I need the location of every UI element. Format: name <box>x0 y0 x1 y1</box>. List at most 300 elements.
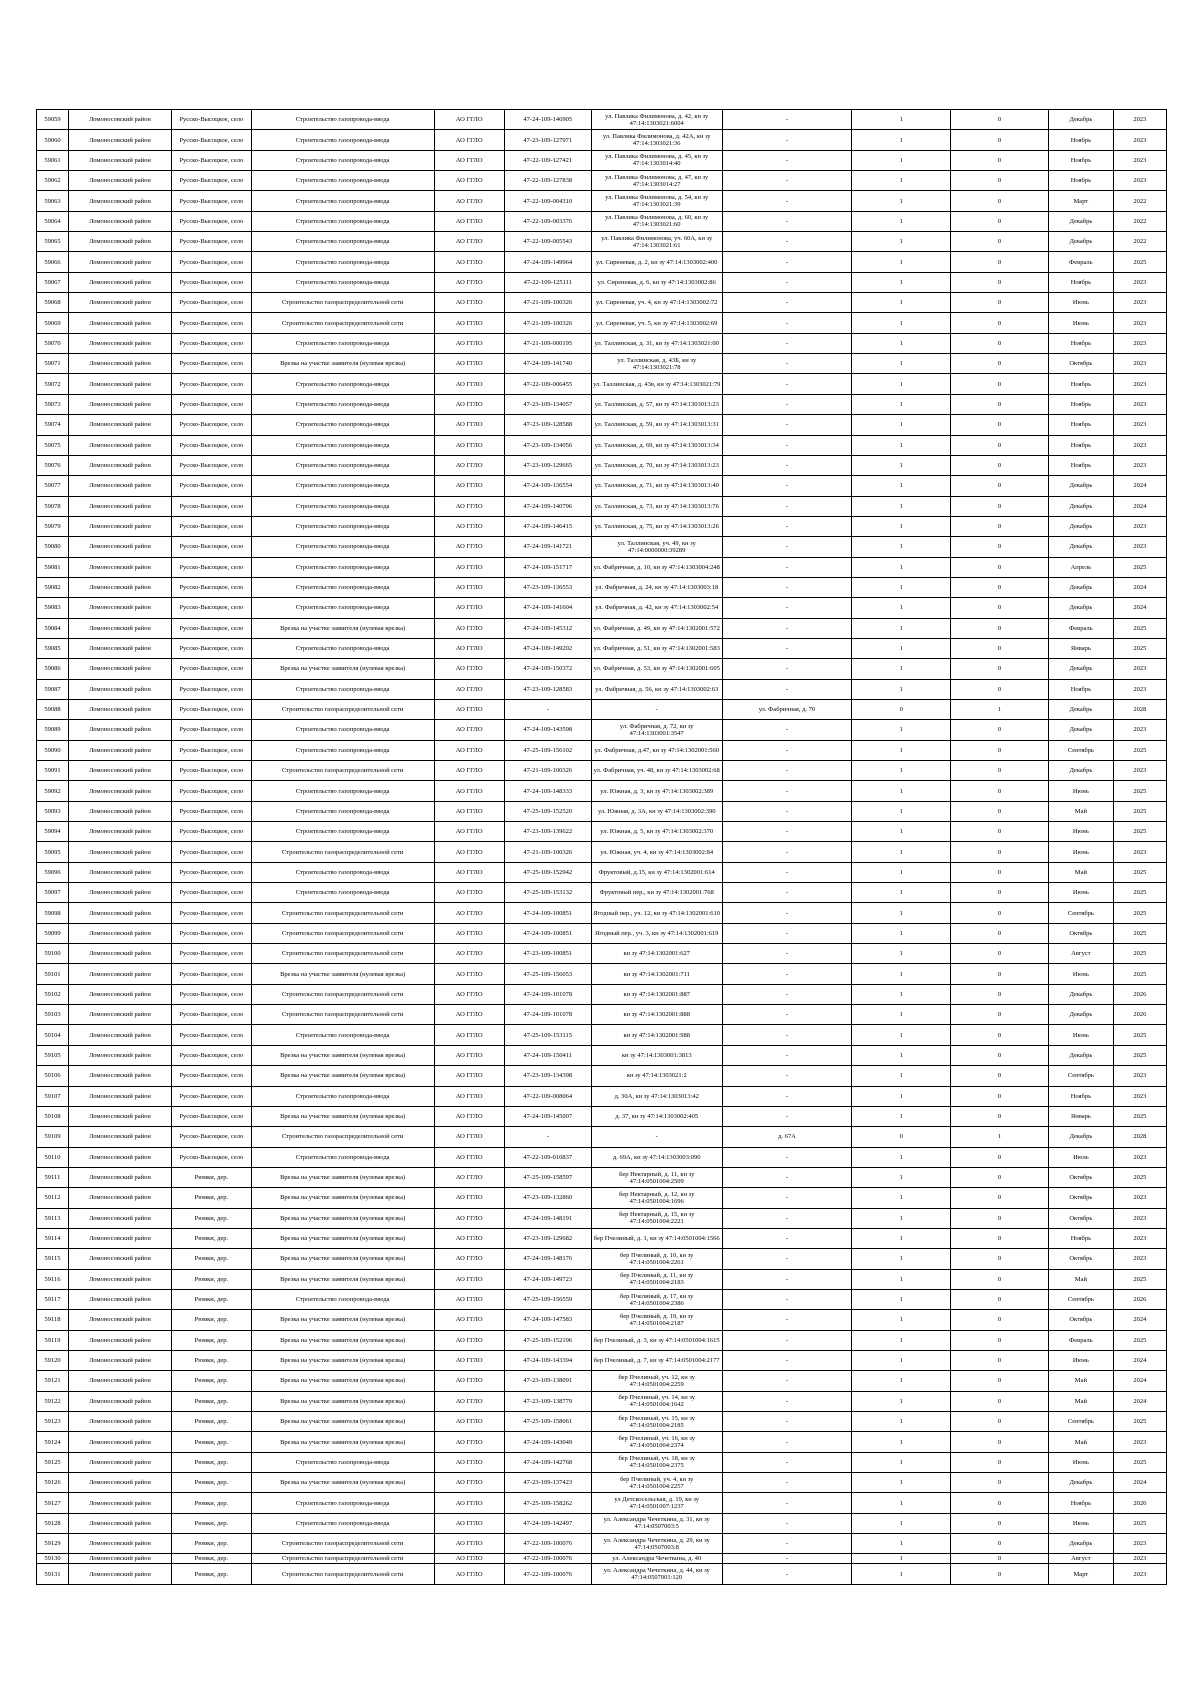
cell-count-b: 0 <box>951 1208 1049 1228</box>
cell-organization: АО ГГЛО <box>434 1473 504 1493</box>
cell-address: - <box>722 1106 852 1126</box>
cell-count-a: 1 <box>852 1452 951 1472</box>
cell-month: Декабрь <box>1048 984 1113 1004</box>
cell-organization: АО ГГЛО <box>434 1249 504 1269</box>
cell-district: Ломоносовский район <box>68 1269 171 1289</box>
cell-work-type: Строительство газораспределительной сети <box>251 1564 434 1584</box>
cell-application-number: 47-21-109-100326 <box>504 313 591 333</box>
cell-year: 2025 <box>1113 883 1166 903</box>
cell-month: Декабрь <box>1048 598 1113 618</box>
cell-application-number: 47-24-109-143598 <box>504 720 591 740</box>
cell-count-b: 0 <box>951 293 1049 313</box>
table-row <box>37 1167 1167 1187</box>
cell-count-b: 0 <box>951 1106 1049 1126</box>
cell-district: Ломоносовский район <box>68 1391 171 1411</box>
cell-address: - <box>722 638 852 658</box>
cell-address-cadastral: ул. Таллинская, д. 57, кн зу 47:14:1303013:23 <box>591 394 722 414</box>
cell-address-cadastral: ул. Фабричная, д. 10, кн зу 47:14:1303004:248 <box>591 557 722 577</box>
cell-organization: АО ГГЛО <box>434 1432 504 1452</box>
cell-settlement: Русско-Высоцкое, село <box>172 984 252 1004</box>
cell-organization: АО ГГЛО <box>434 1086 504 1106</box>
cell-district: Ломоносовский район <box>68 476 171 496</box>
cell-application-number: 47-23-109-100851 <box>504 944 591 964</box>
cell-address: - <box>722 130 852 150</box>
cell-settlement: Русско-Высоцкое, село <box>172 1005 252 1025</box>
cell-month: Январь <box>1048 1106 1113 1126</box>
cell-row-number: 59117 <box>37 1289 69 1309</box>
cell-district: Ломоносовский район <box>68 761 171 781</box>
cell-organization: АО ГГЛО <box>434 1106 504 1126</box>
cell-month: Декабрь <box>1048 699 1113 719</box>
cell-settlement: Русско-Высоцкое, село <box>172 923 252 943</box>
table-row <box>37 1127 1167 1147</box>
cell-row-number: 59100 <box>37 944 69 964</box>
cell-year: 2025 <box>1113 801 1166 821</box>
cell-month: Декабрь <box>1048 761 1113 781</box>
cell-count-b: 0 <box>951 1167 1049 1187</box>
cell-application-number: 47-23-109-127971 <box>504 130 591 150</box>
cell-district: Ломоносовский район <box>68 171 171 191</box>
cell-work-type: Врезка на участке заявителя (нулевая врезка) <box>251 354 434 374</box>
cell-application-number: 47-22-109-004310 <box>504 191 591 211</box>
cell-organization: АО ГГЛО <box>434 699 504 719</box>
cell-year: 2025 <box>1113 252 1166 272</box>
cell-application-number: 47-22-109-125111 <box>504 272 591 292</box>
cell-application-number: 47-23-109-128588 <box>504 415 591 435</box>
cell-work-type: Строительство газораспределительной сети <box>251 1127 434 1147</box>
table-row <box>37 577 1167 597</box>
table-row <box>37 903 1167 923</box>
cell-row-number: 59090 <box>37 740 69 760</box>
cell-count-b: 0 <box>951 1045 1049 1065</box>
cell-organization: АО ГГЛО <box>434 1412 504 1432</box>
cell-count-b: 0 <box>951 394 1049 414</box>
cell-year: 2022 <box>1113 232 1166 252</box>
cell-count-a: 1 <box>852 862 951 882</box>
cell-application-number: 47-24-109-146905 <box>504 110 591 130</box>
cell-month: Февраль <box>1048 1330 1113 1350</box>
cell-district: Ломоносовский район <box>68 516 171 536</box>
cell-count-a: 1 <box>852 1534 951 1554</box>
cell-application-number: 47-24-109-142768 <box>504 1452 591 1472</box>
table-row <box>37 394 1167 414</box>
cell-count-b: 0 <box>951 1564 1049 1584</box>
cell-application-number: 47-22-109-005543 <box>504 232 591 252</box>
cell-row-number: 59131 <box>37 1564 69 1584</box>
cell-month: Сентябрь <box>1048 903 1113 923</box>
cell-month: Апрель <box>1048 557 1113 577</box>
cell-address: - <box>722 354 852 374</box>
cell-year: 2025 <box>1113 1106 1166 1126</box>
cell-address-cadastral: - <box>591 699 722 719</box>
cell-work-type: Строительство газопровода-ввода <box>251 598 434 618</box>
table-row <box>37 944 1167 964</box>
cell-row-number: 59086 <box>37 659 69 679</box>
cell-address-cadastral: бер Нектарный, д. 11, кн зу 47:14:0501004:2509 <box>591 1167 722 1187</box>
cell-settlement: Русско-Высоцкое, село <box>172 598 252 618</box>
cell-district: Ломоносовский район <box>68 822 171 842</box>
cell-month: Ноябрь <box>1048 394 1113 414</box>
cell-work-type: Строительство газопровода-ввода <box>251 720 434 740</box>
cell-address: - <box>722 171 852 191</box>
cell-address-cadastral: ул. Южная, уч. 4, кн зу 47:14:1303002:84 <box>591 842 722 862</box>
cell-work-type: Строительство газопровода-ввода <box>251 801 434 821</box>
cell-month: Май <box>1048 1391 1113 1411</box>
table-row <box>37 211 1167 231</box>
cell-district: Ломоносовский район <box>68 1249 171 1269</box>
cell-count-a: 1 <box>852 252 951 272</box>
cell-settlement: Рюмки, дер. <box>172 1452 252 1472</box>
cell-count-a: 1 <box>852 1350 951 1370</box>
table-row <box>37 883 1167 903</box>
cell-month: Ноябрь <box>1048 455 1113 475</box>
cell-row-number: 59101 <box>37 964 69 984</box>
cell-row-number: 59059 <box>37 110 69 130</box>
cell-work-type: Врезка на участке заявителя (нулевая врезка) <box>251 1412 434 1432</box>
cell-district: Ломоносовский район <box>68 618 171 638</box>
cell-year: 2023 <box>1113 516 1166 536</box>
cell-application-number: 47-24-109-101078 <box>504 1005 591 1025</box>
cell-row-number: 59078 <box>37 496 69 516</box>
cell-count-a: 1 <box>852 496 951 516</box>
cell-organization: АО ГГЛО <box>434 781 504 801</box>
cell-count-b: 0 <box>951 638 1049 658</box>
cell-district: Ломоносовский район <box>68 1473 171 1493</box>
cell-year: 2023 <box>1113 1208 1166 1228</box>
cell-district: Ломоносовский район <box>68 354 171 374</box>
cell-year: 2023 <box>1113 1086 1166 1106</box>
table-row <box>37 1473 1167 1493</box>
cell-year: 2023 <box>1113 1147 1166 1167</box>
cell-settlement: Русско-Высоцкое, село <box>172 211 252 231</box>
cell-address: - <box>722 1350 852 1370</box>
cell-address: - <box>722 1432 852 1452</box>
cell-count-a: 1 <box>852 1564 951 1584</box>
cell-address-cadastral: ул. Александра Чечеткина, д. 29, кн зу 47:14:0507003:8 <box>591 1534 722 1554</box>
cell-address-cadastral: ул. Таллинская, д. 31, кн зу 47:14:1303021:00 <box>591 333 722 353</box>
cell-count-a: 1 <box>852 577 951 597</box>
cell-row-number: 59074 <box>37 415 69 435</box>
cell-count-a: 1 <box>852 293 951 313</box>
cell-settlement: Русско-Высоцкое, село <box>172 354 252 374</box>
cell-year: 2023 <box>1113 1066 1166 1086</box>
cell-row-number: 59102 <box>37 984 69 1004</box>
cell-address-cadastral: ул. Сиреневая, уч. 5, кн зу 47:14:1303002:69 <box>591 313 722 333</box>
cell-application-number: 47-25-109-153115 <box>504 1025 591 1045</box>
cell-month: Ноябрь <box>1048 1086 1113 1106</box>
cell-work-type: Строительство газораспределительной сети <box>251 923 434 943</box>
cell-work-type: Врезка на участке заявителя (нулевая врезка) <box>251 1066 434 1086</box>
cell-count-a: 1 <box>852 272 951 292</box>
cell-row-number: 59125 <box>37 1452 69 1472</box>
cell-settlement: Рюмки, дер. <box>172 1371 252 1391</box>
cell-year: 2025 <box>1113 923 1166 943</box>
cell-row-number: 59104 <box>37 1025 69 1045</box>
cell-year: 2023 <box>1113 1554 1166 1564</box>
cell-work-type: Строительство газопровода-ввода <box>251 415 434 435</box>
cell-organization: АО ГГЛО <box>434 272 504 292</box>
cell-settlement: Русско-Высоцкое, село <box>172 293 252 313</box>
cell-year: 2025 <box>1113 903 1166 923</box>
cell-work-type: Строительство газопровода-ввода <box>251 252 434 272</box>
cell-district: Ломоносовский район <box>68 679 171 699</box>
cell-count-a: 1 <box>852 761 951 781</box>
cell-work-type: Строительство газораспределительной сети <box>251 944 434 964</box>
cell-organization: АО ГГЛО <box>434 1534 504 1554</box>
cell-row-number: 59115 <box>37 1249 69 1269</box>
cell-settlement: Рюмки, дер. <box>172 1432 252 1452</box>
cell-district: Ломоносовский район <box>68 435 171 455</box>
cell-address-cadastral: ул. Павлика Филимонова, д. 60, кн зу 47:14:1303021:60 <box>591 211 722 231</box>
cell-organization: АО ГГЛО <box>434 232 504 252</box>
cell-month: Ноябрь <box>1048 1493 1113 1513</box>
cell-settlement: Русско-Высоцкое, село <box>172 679 252 699</box>
cell-work-type: Строительство газопровода-ввода <box>251 333 434 353</box>
cell-year: 2023 <box>1113 272 1166 292</box>
cell-work-type: Строительство газопровода-ввода <box>251 110 434 130</box>
cell-month: Февраль <box>1048 618 1113 638</box>
cell-work-type: Врезка на участке заявителя (нулевая врезка) <box>251 1350 434 1370</box>
cell-month: Ноябрь <box>1048 171 1113 191</box>
cell-application-number: 47-23-109-134056 <box>504 435 591 455</box>
cell-year: 2022 <box>1113 211 1166 231</box>
cell-count-b: 0 <box>951 110 1049 130</box>
table-row <box>37 1045 1167 1065</box>
cell-count-b: 0 <box>951 862 1049 882</box>
cell-address-cadastral: Фруктовый пер., кн зу 47:14:1302001:768 <box>591 883 722 903</box>
cell-address: - <box>722 842 852 862</box>
table-row <box>37 618 1167 638</box>
cell-address: - <box>722 862 852 882</box>
cell-address-cadastral: - <box>591 1127 722 1147</box>
table-row <box>37 476 1167 496</box>
cell-application-number: 47-24-109-143049 <box>504 1432 591 1452</box>
cell-work-type: Строительство газораспределительной сети <box>251 842 434 862</box>
cell-address: - <box>722 1513 852 1533</box>
cell-district: Ломоносовский район <box>68 1371 171 1391</box>
cell-work-type: Строительство газопровода-ввода <box>251 557 434 577</box>
cell-application-number: 47-22-109-127838 <box>504 171 591 191</box>
cell-work-type: Строительство газораспределительной сети <box>251 1005 434 1025</box>
cell-district: Ломоносовский район <box>68 944 171 964</box>
cell-application-number: 47-24-109-147583 <box>504 1310 591 1330</box>
cell-organization: АО ГГЛО <box>434 761 504 781</box>
cell-organization: АО ГГЛО <box>434 435 504 455</box>
cell-month: Декабрь <box>1048 110 1113 130</box>
cell-row-number: 59098 <box>37 903 69 923</box>
cell-address: - <box>722 1188 852 1208</box>
cell-row-number: 59121 <box>37 1371 69 1391</box>
cell-month: Май <box>1048 1269 1113 1289</box>
table-row <box>37 1188 1167 1208</box>
cell-work-type: Строительство газораспределительной сети <box>251 903 434 923</box>
cell-settlement: Русско-Высоцкое, село <box>172 537 252 557</box>
cell-organization: АО ГГЛО <box>434 191 504 211</box>
cell-district: Ломоносовский район <box>68 1025 171 1045</box>
cell-year: 2026 <box>1113 1493 1166 1513</box>
cell-application-number: 47-22-109-100076 <box>504 1554 591 1564</box>
cell-application-number: - <box>504 1127 591 1147</box>
cell-organization: АО ГГЛО <box>434 1147 504 1167</box>
cell-count-b: 0 <box>951 1534 1049 1554</box>
cell-count-b: 0 <box>951 1371 1049 1391</box>
cell-work-type: Строительство газораспределительной сети <box>251 313 434 333</box>
cell-month: Март <box>1048 1564 1113 1584</box>
cell-application-number: 47-24-109-141604 <box>504 598 591 618</box>
cell-month: Ноябрь <box>1048 679 1113 699</box>
table-row <box>37 1147 1167 1167</box>
cell-address: - <box>722 272 852 292</box>
cell-settlement: Русско-Высоцкое, село <box>172 272 252 292</box>
cell-organization: АО ГГЛО <box>434 1330 504 1350</box>
cell-month: Ноябрь <box>1048 333 1113 353</box>
table-row <box>37 842 1167 862</box>
cell-address: - <box>722 577 852 597</box>
cell-address: - <box>722 333 852 353</box>
cell-count-b: 0 <box>951 1310 1049 1330</box>
table-row <box>37 1269 1167 1289</box>
cell-count-a: 1 <box>852 1045 951 1065</box>
cell-address-cadastral: ул. Сиреневая, д. 6, кн зу 47:14:1303002:86 <box>591 272 722 292</box>
cell-count-b: 0 <box>951 1412 1049 1432</box>
cell-address-cadastral: ул. Фабричная, д. 53, кн зу 47:14:1302001:605 <box>591 659 722 679</box>
cell-count-b: 0 <box>951 1350 1049 1370</box>
cell-address: - <box>722 1005 852 1025</box>
cell-district: Ломоносовский район <box>68 720 171 740</box>
cell-organization: АО ГГЛО <box>434 313 504 333</box>
cell-district: Ломоносовский район <box>68 699 171 719</box>
cell-settlement: Русско-Высоцкое, село <box>172 883 252 903</box>
table-row <box>37 923 1167 943</box>
cell-row-number: 59094 <box>37 822 69 842</box>
cell-row-number: 59069 <box>37 313 69 333</box>
cell-month: Июнь <box>1048 1025 1113 1045</box>
cell-count-b: 0 <box>951 1513 1049 1533</box>
cell-address: - <box>722 1208 852 1228</box>
cell-row-number: 59091 <box>37 761 69 781</box>
cell-district: Ломоносовский район <box>68 1066 171 1086</box>
cell-year: 2023 <box>1113 455 1166 475</box>
cell-settlement: Русско-Высоцкое, село <box>172 252 252 272</box>
cell-count-b: 0 <box>951 1289 1049 1309</box>
cell-settlement: Русско-Высоцкое, село <box>172 435 252 455</box>
cell-address: - <box>722 191 852 211</box>
cell-settlement: Русско-Высоцкое, село <box>172 822 252 842</box>
cell-work-type: Строительство газопровода-ввода <box>251 232 434 252</box>
cell-work-type: Врезка на участке заявителя (нулевая врезка) <box>251 1208 434 1228</box>
cell-work-type: Строительство газопровода-ввода <box>251 1147 434 1167</box>
cell-count-a: 1 <box>852 394 951 414</box>
cell-month: Декабрь <box>1048 537 1113 557</box>
cell-count-a: 1 <box>852 354 951 374</box>
cell-settlement: Русско-Высоцкое, село <box>172 801 252 821</box>
cell-month: Декабрь <box>1048 1045 1113 1065</box>
cell-row-number: 59097 <box>37 883 69 903</box>
cell-address: - <box>722 1452 852 1472</box>
cell-address: - <box>722 435 852 455</box>
table-row <box>37 801 1167 821</box>
cell-row-number: 59114 <box>37 1228 69 1248</box>
cell-organization: АО ГГЛО <box>434 822 504 842</box>
cell-address-cadastral: д. 30А, кн зу 47:14:1303013:42 <box>591 1086 722 1106</box>
cell-count-a: 0 <box>852 1127 951 1147</box>
cell-count-a: 1 <box>852 232 951 252</box>
cell-settlement: Русско-Высоцкое, село <box>172 659 252 679</box>
cell-year: 2024 <box>1113 1350 1166 1370</box>
cell-district: Ломоносовский район <box>68 1228 171 1248</box>
cell-organization: АО ГГЛО <box>434 415 504 435</box>
cell-address: - <box>722 1534 852 1554</box>
cell-address: - <box>722 618 852 638</box>
cell-application-number: 47-25-109-153132 <box>504 883 591 903</box>
cell-settlement: Русско-Высоцкое, село <box>172 333 252 353</box>
cell-district: Ломоносовский район <box>68 1188 171 1208</box>
cell-district: Ломоносовский район <box>68 883 171 903</box>
cell-month: Сентябрь <box>1048 1289 1113 1309</box>
table-row <box>37 354 1167 374</box>
cell-organization: АО ГГЛО <box>434 1452 504 1472</box>
cell-year: 2023 <box>1113 313 1166 333</box>
cell-count-b: 0 <box>951 333 1049 353</box>
cell-work-type: Врезка на участке заявителя (нулевая врезка) <box>251 964 434 984</box>
cell-row-number: 59068 <box>37 293 69 313</box>
table-row <box>37 252 1167 272</box>
cell-district: Ломоносовский район <box>68 1412 171 1432</box>
cell-address: - <box>722 903 852 923</box>
cell-address-cadastral: бер Пчелиный, уч. 14, кн зу 47:14:0501004:1642 <box>591 1391 722 1411</box>
table-row <box>37 1208 1167 1228</box>
cell-address: - <box>722 1289 852 1309</box>
cell-district: Ломоносовский район <box>68 862 171 882</box>
table-row <box>37 1513 1167 1533</box>
cell-work-type: Строительство газопровода-ввода <box>251 516 434 536</box>
cell-row-number: 59103 <box>37 1005 69 1025</box>
table-row <box>37 232 1167 252</box>
table-row <box>37 1106 1167 1126</box>
cell-count-b: 0 <box>951 883 1049 903</box>
cell-application-number: 47-23-109-138779 <box>504 1391 591 1411</box>
cell-year: 2023 <box>1113 415 1166 435</box>
cell-organization: АО ГГЛО <box>434 720 504 740</box>
cell-address-cadastral: бер Пчелиный, уч. 15, кн зу 47:14:0501004:2185 <box>591 1412 722 1432</box>
cell-district: Ломоносовский район <box>68 740 171 760</box>
cell-settlement: Рюмки, дер. <box>172 1208 252 1228</box>
cell-row-number: 59065 <box>37 232 69 252</box>
cell-work-type: Строительство газопровода-ввода <box>251 1493 434 1513</box>
cell-address-cadastral: бер Пчелиный, д. 19, кн зу 47:14:0501004:2187 <box>591 1310 722 1330</box>
cell-district: Ломоносовский район <box>68 333 171 353</box>
table-row <box>37 1391 1167 1411</box>
cell-address-cadastral: ул. Фабричная, д. 42, кн зу 47:14:1303002:54 <box>591 598 722 618</box>
cell-count-a: 1 <box>852 374 951 394</box>
cell-count-a: 1 <box>852 333 951 353</box>
cell-district: Ломоносовский район <box>68 1564 171 1584</box>
cell-month: Июнь <box>1048 313 1113 333</box>
cell-organization: АО ГГЛО <box>434 1208 504 1228</box>
cell-count-b: 0 <box>951 476 1049 496</box>
cell-row-number: 59092 <box>37 781 69 801</box>
cell-district: Ломоносовский район <box>68 455 171 475</box>
cell-organization: АО ГГЛО <box>434 557 504 577</box>
cell-organization: АО ГГЛО <box>434 638 504 658</box>
cell-year: 2023 <box>1113 110 1166 130</box>
cell-year: 2026 <box>1113 1289 1166 1309</box>
cell-district: Ломоносовский район <box>68 415 171 435</box>
cell-address: - <box>722 374 852 394</box>
cell-settlement: Русско-Высоцкое, село <box>172 110 252 130</box>
cell-application-number: 47-25-109-152520 <box>504 801 591 821</box>
cell-district: Ломоносовский район <box>68 1534 171 1554</box>
